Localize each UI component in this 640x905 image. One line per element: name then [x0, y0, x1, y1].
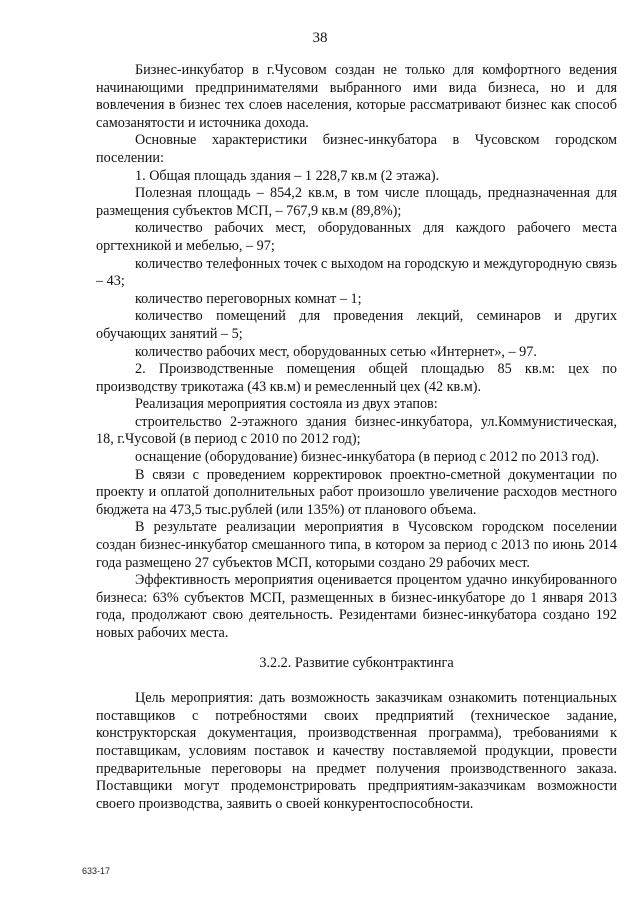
- paragraph-stages: Реализация мероприятия состояла из двух этапов:: [135, 396, 438, 413]
- paragraph-subcontracting-goal: Цель мероприятия: дать возможность заказчикам ознакомить потенциальных поставщиков с потребностями своих предприятий (техническое задание, конструкторская документация, производственная программа), требованиями к поставщикам, условиям поставок и качеству поставляемой продукции, провести предварительные переговоры на предмет получения производственного заказа. Поставщики могут продемонстрировать предприятиям-заказчикам возможности своего производства, заявить о своей конкурентоспособности.: [96, 690, 617, 812]
- paragraph-total-area: 1. Общая площадь здания – 1 228,7 кв.м (2 этажа).: [135, 167, 440, 184]
- section-heading: 3.2.2. Развитие субконтрактинга: [259, 654, 454, 671]
- document-body: [96, 62, 617, 813]
- paragraph-result: В результате реализации мероприятия в Чусовском городском поселении создан бизнес-инкубатор смешанного типа, в котором за период с 2013 по июнь 2014 года размещено 27 субъектов МСП, которыми создано 29 рабочих мест.: [96, 519, 617, 571]
- paragraph-workplaces: количество рабочих мест, оборудованных для каждого рабочего места оргтехникой и мебелью, – 97;: [96, 220, 617, 254]
- paragraph-intro: Бизнес-инкубатор в г.Чусовом создан не только для комфортного ведения начинающими предпринимателями выбранного ими вида бизнеса, но и для вовлечения в бизнес тех слоев населения, которые рассматривают бизнес как способ самозанятости и источника дохода.: [96, 62, 617, 131]
- paragraph-budget-increase: В связи с проведением корректировок проектно-сметной документации по проекту и оплатой дополнительных работ произошло увеличение расходов местного бюджета на 473,5 тыс.рублей (или 135%) от планового объема.: [96, 466, 617, 518]
- paragraph-stage-construction: строительство 2-этажного здания бизнес-инкубатора, ул.Коммунистическая, 18, г.Чусовой (в период с 2010 по 2012 год);: [96, 413, 617, 448]
- paragraph-useful-area: Полезная площадь – 854,2 кв.м, в том числе площадь, предназначенная для размещения субъектов МСП, – 767,9 кв.м (89,8%);: [96, 185, 617, 219]
- paragraph-meeting-rooms: количество переговорных комнат – 1;: [135, 290, 362, 307]
- paragraph-lecture-rooms: количество помещений для проведения лекций, семинаров и других обучающих занятий – 5;: [96, 308, 617, 342]
- page-number: 38: [312, 30, 328, 46]
- paragraph-efficiency: Эффективность мероприятия оценивается процентом удачно инкубированного бизнеса: 63% субъектов МСП, размещенных в бизнес-инкубаторе до 1 января 2013 года, продолжают свою деятельность. Резидентами бизнес-инкубатора создано 192 новых рабочих места.: [96, 572, 617, 641]
- paragraph-stage-equipment: оснащение (оборудование) бизнес-инкубатора (в период с 2012 по 2013 год).: [135, 449, 600, 466]
- paragraph-production-premises: 2. Производственные помещения общей площадью 85 кв.м: цех по производству трикотажа (43 кв.м) и ремесленный цех (42 кв.м).: [96, 361, 617, 395]
- paragraph-phone-points: количество телефонных точек с выходом на городскую и междугородную связь – 43;: [96, 255, 617, 290]
- paragraph-internet-workplaces: количество рабочих мест, оборудованных сетью «Интернет», – 97.: [135, 343, 537, 360]
- footer-code: 633-17: [82, 866, 111, 876]
- paragraph-characteristics: Основные характеристики бизнес-инкубатора в Чусовском городском поселении:: [96, 132, 617, 166]
